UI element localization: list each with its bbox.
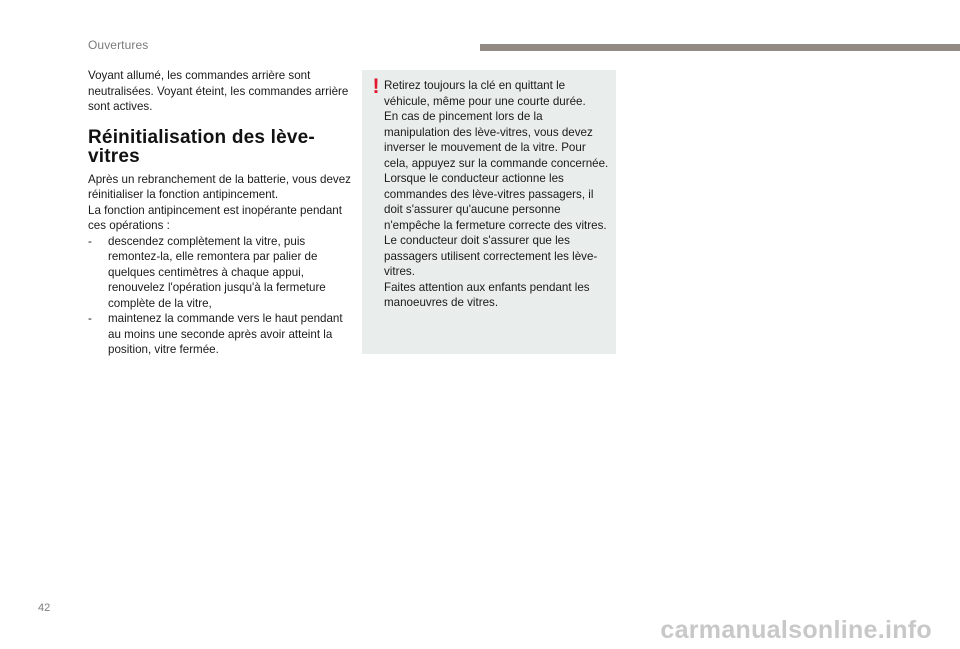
warning-icon: ! xyxy=(372,75,380,98)
warning-paragraph: Faites attention aux enfants pendant les manoeuvres de vitres. xyxy=(384,280,590,309)
section-heading-line-2: vitres xyxy=(88,145,140,167)
warning-paragraph: Le conducteur doit s'assurer que les passagers utilisent correctement les lève-vitres. xyxy=(384,234,598,278)
section-heading-line-1: Réinitialisation des lève- xyxy=(88,126,315,148)
steps-list xyxy=(88,234,356,358)
body-paragraph-2: La fonction antipincement est inopérante pendant ces opérations : xyxy=(88,203,342,232)
list-marker: - xyxy=(88,234,92,248)
list-item xyxy=(88,234,356,312)
list-item-text: descendez complètement la vitre, puis remontez-la, elle remontera par palier de quelques centimètres à chaque appui, renouvelez l'opération jusqu'à la fermeture complète de la vitre, xyxy=(108,234,326,310)
intro-paragraph: Voyant allumé, les commandes arrière sont neutralisées. Voyant éteint, les commandes arrière sont actives. xyxy=(88,69,349,113)
section-title: Ouvertures xyxy=(88,38,149,52)
header-bar xyxy=(480,44,960,51)
main-column xyxy=(88,68,356,358)
list-marker: - xyxy=(88,312,92,325)
warning-text xyxy=(384,78,609,311)
warning-paragraph: Lorsque le conducteur actionne les commandes des lève-vitres passagers, il doit s'assurer qu'aucune personne n'empêche la fermeture correcte des vitres. xyxy=(384,172,607,232)
warning-paragraph: Retirez toujours la clé en quittant le véhicule, même pour une courte durée. xyxy=(384,79,586,108)
section-heading xyxy=(88,128,356,166)
list-item-text: maintenez la commande vers le haut pendant au moins une seconde après avoir atteint la position, vitre fermée. xyxy=(108,312,343,356)
page-number: 42 xyxy=(38,602,51,614)
body-paragraph-1: Après un rebranchement de la batterie, vous devez réinitialiser la fonction antipincement. xyxy=(88,172,351,201)
warning-paragraph: En cas de pincement lors de la manipulation des lève-vitres, vous devez inverser le mouvement de la vitre. Pour cela, appuyez sur la commande concernée. xyxy=(384,110,609,170)
watermark: carmanualsonline.info xyxy=(660,616,932,644)
warning-box xyxy=(362,70,616,354)
list-item xyxy=(88,311,356,358)
